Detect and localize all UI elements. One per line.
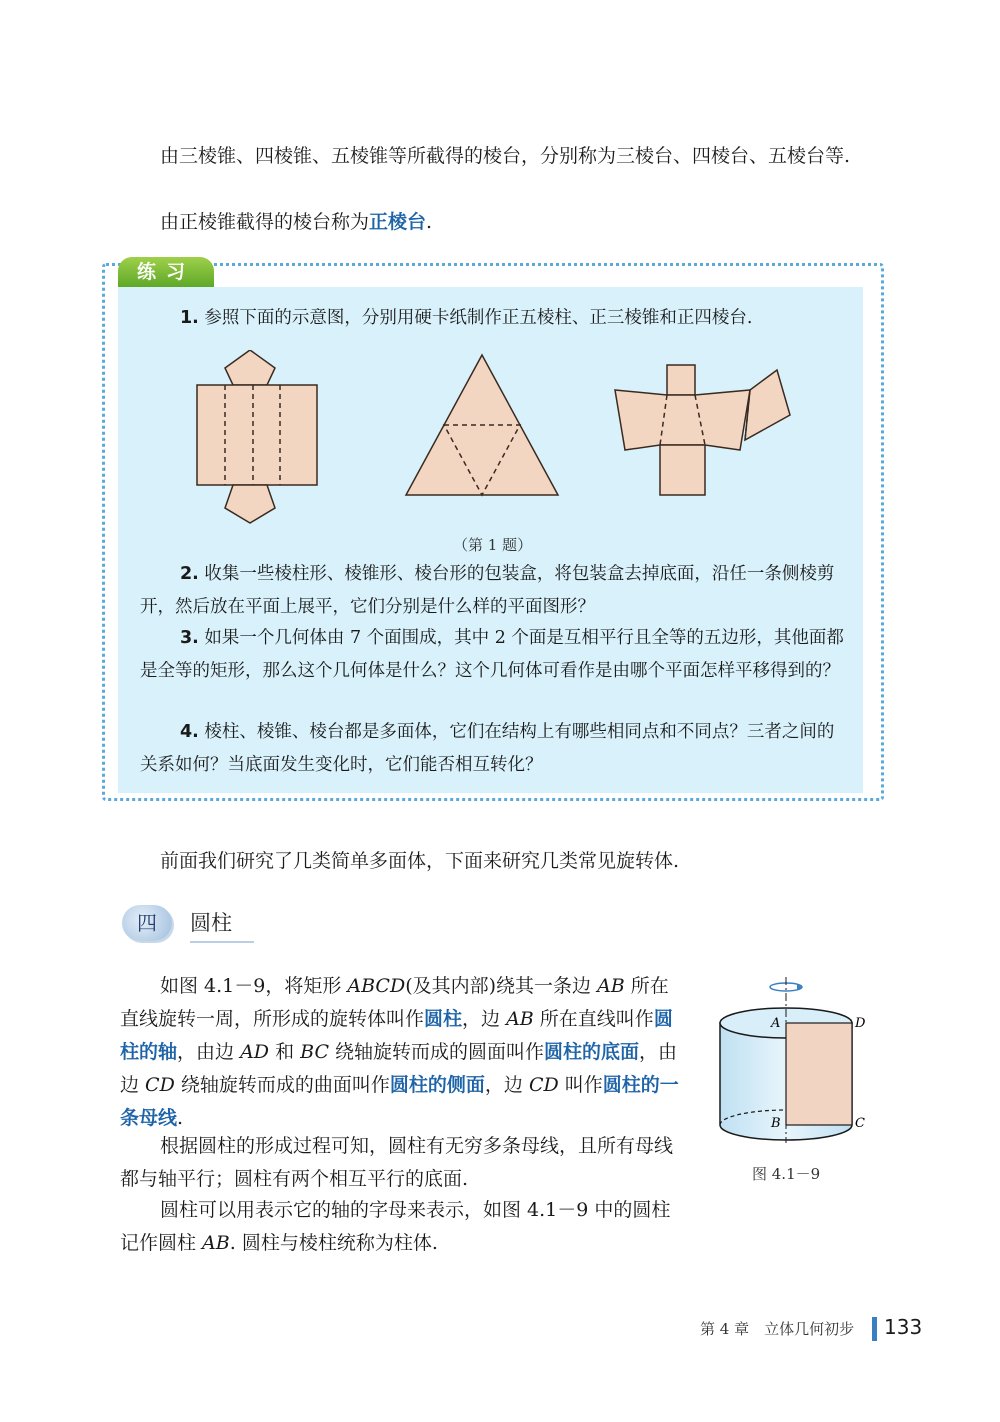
text-span: 和 [269, 1041, 301, 1063]
exercise-text: 收集一些棱柱形、棱锥形、棱台形的包装盒，将包装盒去掉底面，沿任一条侧棱剪开，然后放在平面上展平，它们分别是什么样的平面图形？ [140, 564, 835, 617]
section-number-badge: 四 [122, 905, 172, 941]
text-span: 由正棱锥截得的棱台称为 [160, 211, 370, 233]
footer-divider [872, 1317, 877, 1341]
footer-chapter: 第 4 章 立体几何初步 [700, 1320, 855, 1338]
exercise-item-1 [140, 302, 848, 335]
term-cylinder-axis: 圆柱的轴 [120, 1008, 673, 1063]
paragraph-regular-frustum [120, 206, 868, 239]
text-span: ，边 [462, 1008, 507, 1030]
figure-caption-cylinder: 图 4.1－9 [752, 1165, 821, 1183]
text-span: . 圆柱与棱柱统称为柱体. [229, 1232, 438, 1254]
term-cylinder-base: 圆柱的底面 [544, 1041, 640, 1063]
exercise-tab: 练习 [118, 257, 214, 287]
frustum-right-face [745, 370, 790, 440]
term-regular-frustum: 正棱台 [369, 211, 427, 233]
exercise-text: 参照下面的示意图，分别用硬卡纸制作正五棱柱、正三棱锥和正四棱台. [204, 308, 753, 328]
text-span: 如图 4.1－9，将矩形 [160, 975, 348, 997]
exercise-text: 棱柱、棱锥、棱台都是多面体，它们在结构上有哪些相同点和不同点？三者之间的关系如何？当底面发生变化时，它们能否相互转化？ [140, 722, 835, 775]
text-span: ，边 [484, 1074, 529, 1096]
frustum-sides [615, 390, 750, 450]
paragraph-transition: 前面我们研究了几类简单多面体，下面来研究几类常见旋转体. [160, 850, 680, 872]
figure-caption-exercise1: （第 1 题） [453, 536, 533, 554]
math-cd: CD [145, 1074, 175, 1096]
pentagon-bottom [225, 485, 275, 523]
label-d: D [855, 1016, 866, 1031]
math-abcd: ABCD [347, 975, 406, 997]
cylinder-figure [705, 975, 885, 1145]
math-bc: BC [300, 1041, 329, 1063]
label-a: A [771, 1016, 781, 1031]
text-span: 绕轴旋转而成的圆面叫作 [328, 1041, 545, 1063]
exercise-number: 3. [180, 628, 199, 648]
text-span: 所在直线旋转一周，所形成的旋转体叫作 [120, 975, 669, 1030]
label-b: B [771, 1116, 781, 1131]
paragraph-cylinder-notation [120, 1194, 680, 1260]
math-ad: AD [240, 1041, 270, 1063]
text-span: ，由边 [177, 1041, 241, 1063]
paragraph-cylinder-properties: 根据圆柱的形成过程可知，圆柱有无穷多条母线，且所有母线都与轴平行；圆柱有两个相互平行的底面. [120, 1135, 674, 1190]
text-span: (及其内部)绕其一条边 [405, 975, 598, 997]
exercise-number: 2. [180, 564, 199, 584]
nets-figure [180, 350, 820, 530]
term-cylinder-lateral: 圆柱的侧面 [389, 1074, 485, 1096]
exercise-item-2 [140, 558, 848, 624]
frustum-bottom-square [660, 445, 705, 495]
exercise-text: 如果一个几何体由 7 个面围成，其中 2 个面是互相平行且全等的五边形，其他面都是全等的矩形，那么这个几何体是什么？这个几何体可看作是由哪个平面怎样平移得到的？ [140, 628, 844, 681]
math-ab: AB [597, 975, 625, 997]
label-c: C [855, 1116, 865, 1131]
page-number: 133 [884, 1315, 923, 1339]
exercise-number: 4. [180, 722, 199, 742]
text-span: 圆柱可以用表示它的轴的字母来表示，如图 4.1－9 中的圆柱记作圆柱 [120, 1199, 671, 1254]
pentagon-top [225, 350, 275, 385]
section-title: 圆柱 [190, 907, 254, 943]
prism-lateral-faces [197, 385, 317, 485]
pentagonal-prism-net [197, 350, 317, 523]
text-span: 所在直线叫作 [533, 1008, 654, 1030]
text-span: . [426, 211, 433, 233]
paragraph-frustum-types: 由三棱锥、四棱锥、五棱锥等所截得的棱台，分别称为三棱台、四棱台、五棱台等. [160, 145, 851, 167]
exercise-item-3 [140, 622, 848, 688]
rectangle-abcd [786, 1023, 852, 1125]
frustum-top-square [667, 365, 695, 395]
square-frustum-net [615, 365, 790, 495]
paragraph-cylinder-definition [120, 970, 680, 1135]
triangular-pyramid-net [406, 355, 558, 495]
math-ab: AB [506, 1008, 534, 1030]
math-ab: AB [202, 1232, 230, 1254]
term-generatrix: 圆柱的一条母线 [120, 1074, 679, 1129]
text-span: 绕轴旋转而成的曲面叫作 [174, 1074, 390, 1096]
math-cd: CD [528, 1074, 559, 1096]
text-span: 叫作 [558, 1074, 603, 1096]
term-cylinder: 圆柱 [424, 1008, 463, 1030]
text-span: . [177, 1107, 184, 1129]
text-span: ，由边 [120, 1041, 678, 1096]
exercise-number: 1. [180, 308, 199, 328]
exercise-item-4 [140, 716, 848, 782]
